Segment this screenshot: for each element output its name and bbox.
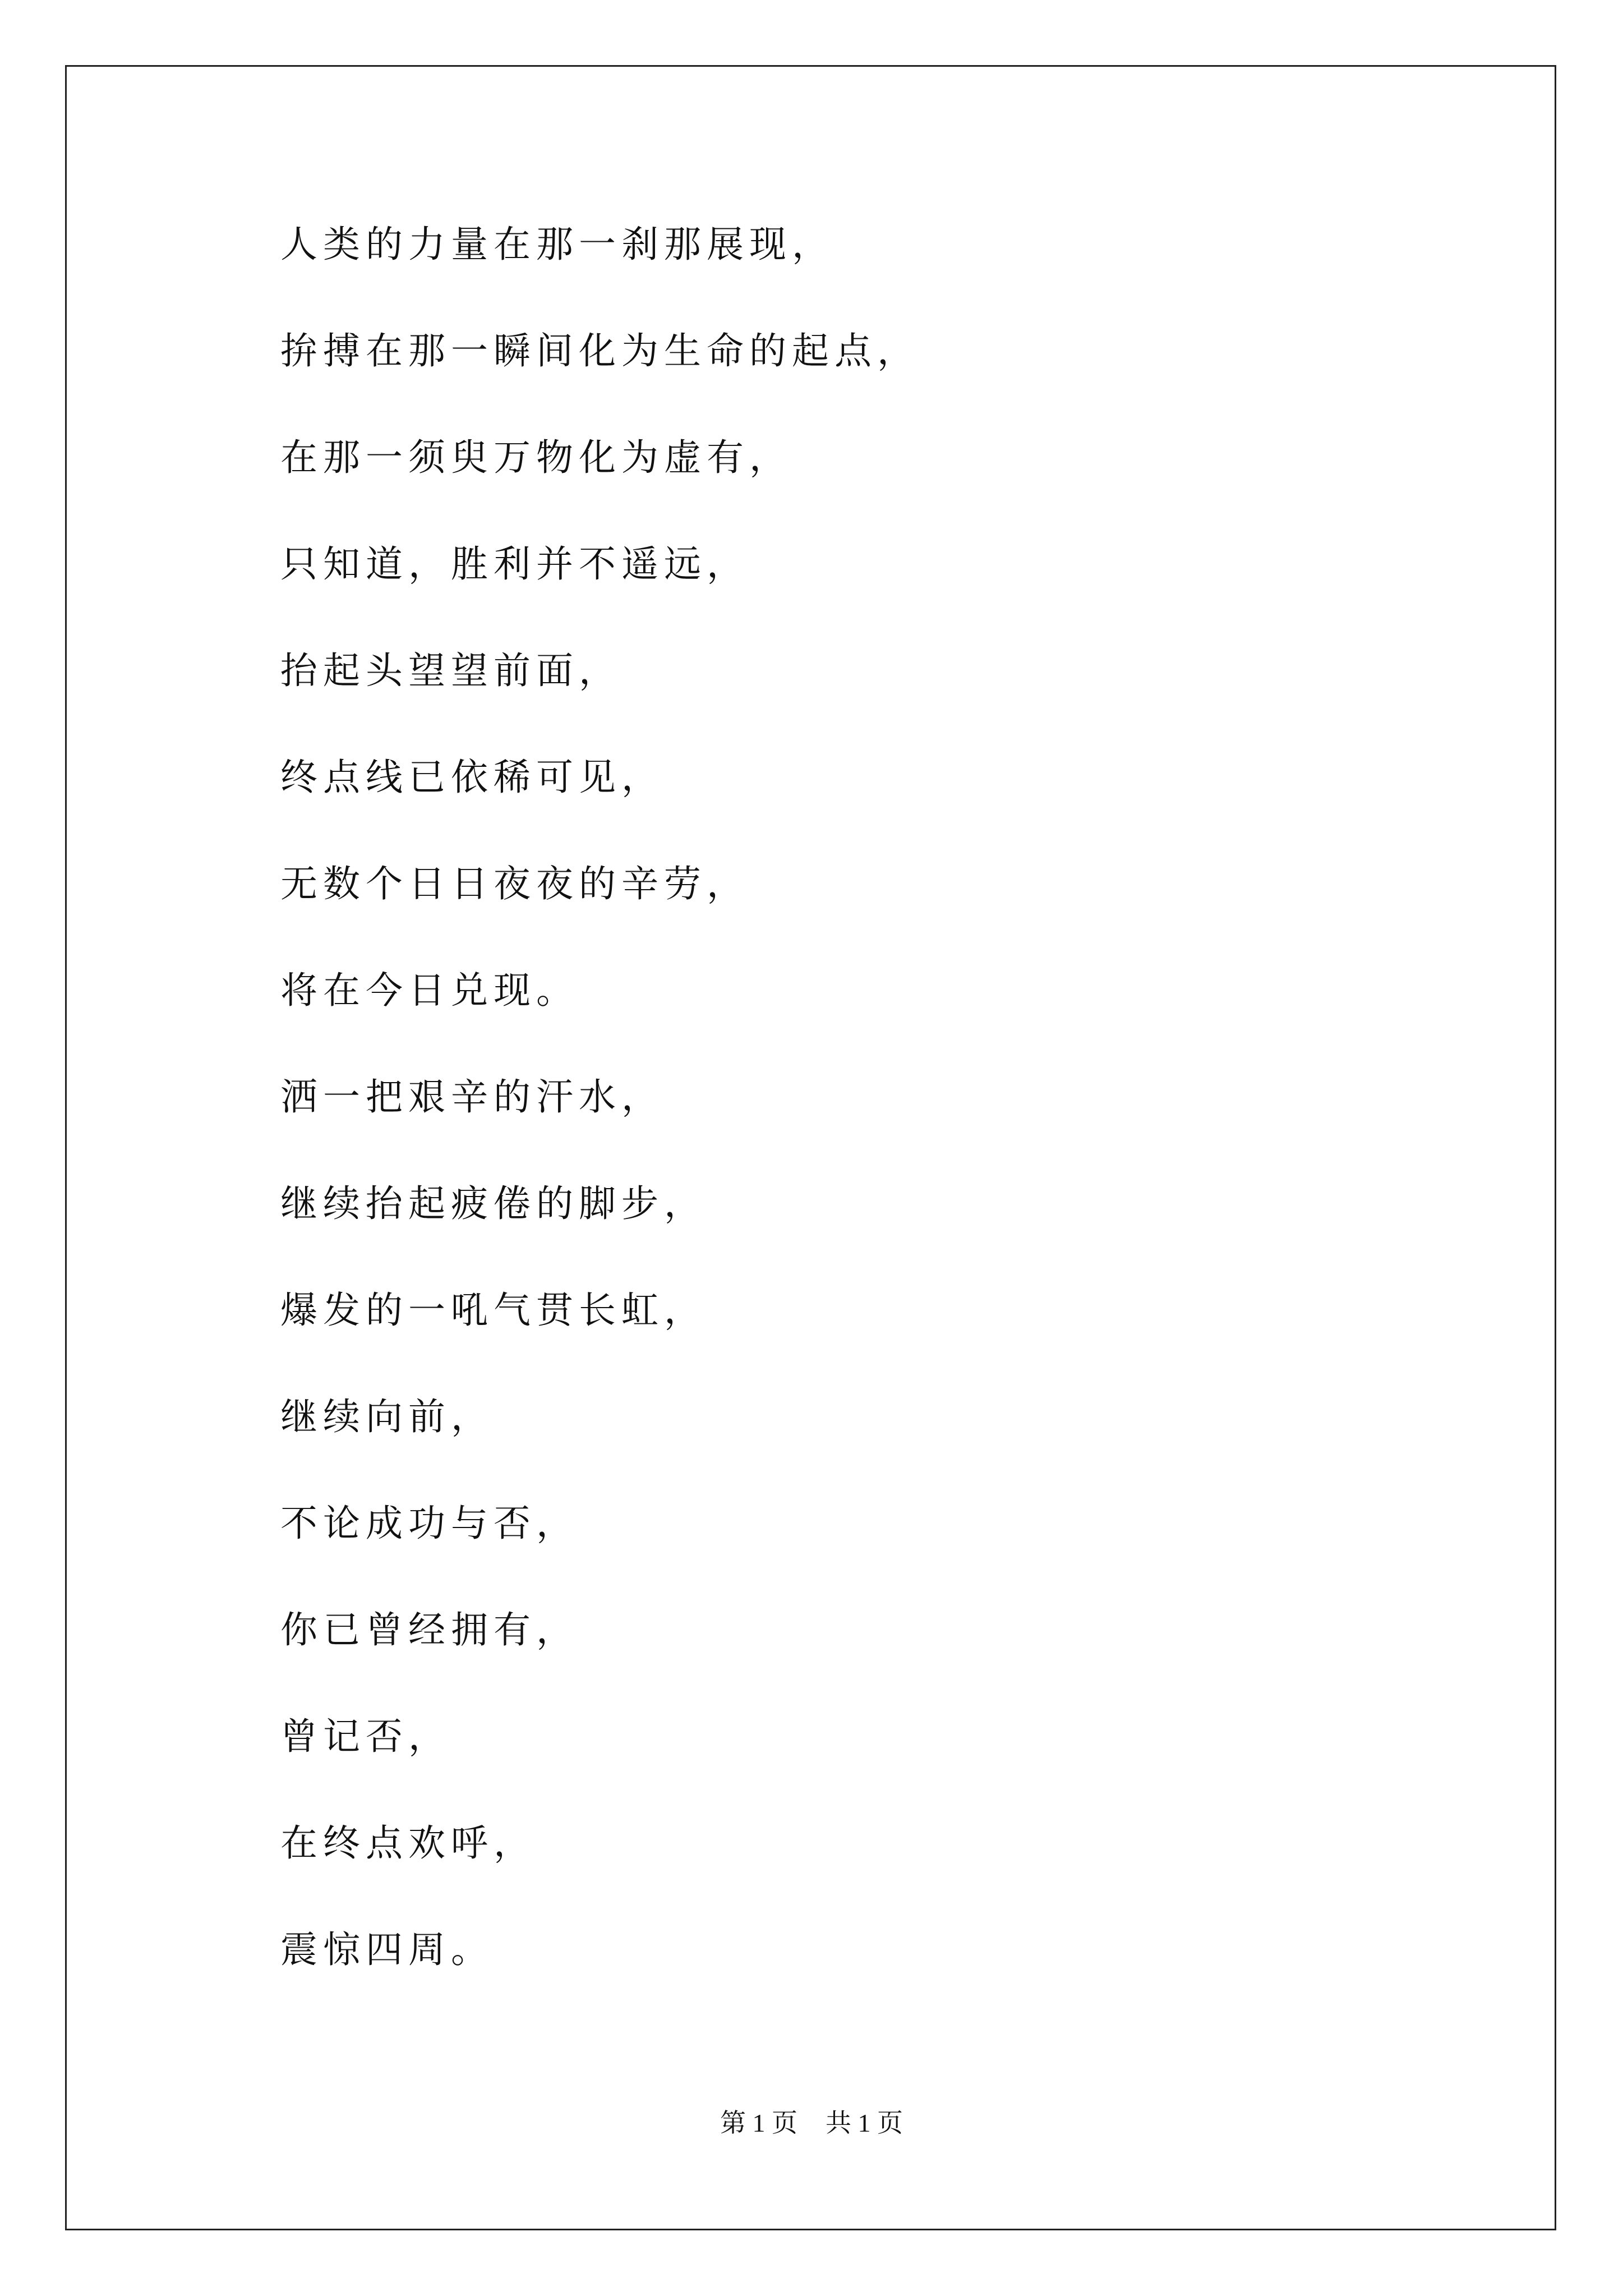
poem-line: 只知道，胜利并不遥远， <box>280 542 749 586</box>
poem-line: 曾记否， <box>280 1715 451 1758</box>
poem-line: 震惊四周。 <box>280 1928 494 1971</box>
poem-line: 人类的力量在那一刹那展现， <box>280 223 834 266</box>
page-total: 共 1 页 <box>826 2109 903 2137</box>
poem-line: 拚搏在那一瞬间化为生命的起点， <box>280 329 920 372</box>
poem-line: 无数个日日夜夜的辛劳， <box>280 862 749 905</box>
poem-line: 将在今日兑现。 <box>280 969 579 1012</box>
poem-line: 在终点欢呼， <box>280 1821 536 1865</box>
poem-line: 不论成功与否， <box>280 1502 579 1545</box>
poem-line: 在那一须臾万物化为虚有， <box>280 436 792 479</box>
poem-line: 继续向前， <box>280 1395 494 1438</box>
page-footer <box>0 2102 1623 2139</box>
poem-line: 爆发的一吼气贯长虹， <box>280 1289 707 1332</box>
poem-line: 洒一把艰辛的汗水， <box>280 1075 664 1119</box>
poem-body <box>280 223 920 2035</box>
page-number: 第 1 页 <box>720 2109 797 2137</box>
poem-line: 终点线已依稀可见， <box>280 756 664 799</box>
poem-line: 你已曾经拥有， <box>280 1608 579 1651</box>
poem-line: 抬起头望望前面， <box>280 649 621 692</box>
poem-line: 继续抬起疲倦的脚步， <box>280 1182 707 1225</box>
